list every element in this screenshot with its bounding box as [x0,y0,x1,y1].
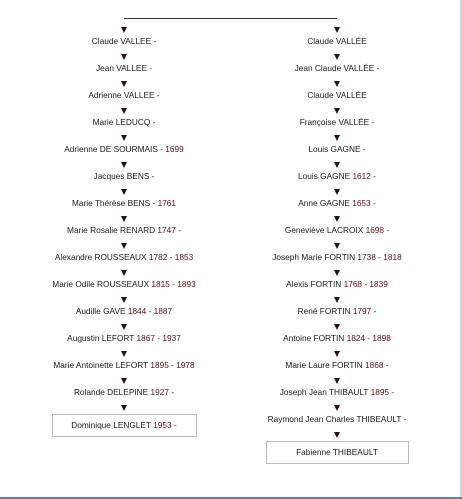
separator: - [374,63,380,73]
down-arrow-icon [121,54,127,60]
down-arrow-icon [121,351,127,357]
right-person-link[interactable] [307,36,366,47]
right-person-link[interactable] [280,387,394,398]
person-name: Françoise VALLÉE [299,117,370,127]
person-name: Jacques BENS [93,171,150,181]
person-name: Alexandre ROUSSEAUX [54,252,147,262]
left-person-link[interactable] [92,36,156,47]
right-generation [232,79,442,106]
right-person-link[interactable] [298,198,376,209]
down-arrow-icon [121,189,127,195]
person-name: Marie Thérèse BENS [71,198,151,208]
person-dates: 1867 - 1937 [136,333,181,343]
person-name: Antoine FORTIN [283,333,345,343]
person-name: Marie Antoinette LEFORT [53,360,149,370]
left-person-link[interactable] [74,387,174,398]
down-arrow-icon [121,108,127,114]
person-dates: 1953 [153,420,172,430]
left-lineage-column [19,25,229,437]
right-generation [232,241,442,268]
left-person-link[interactable] [55,252,193,263]
down-arrow-icon [121,297,127,303]
separator: - [154,90,160,100]
person-dates: 1768 - 1839 [343,279,388,289]
separator-after: - [384,225,390,235]
down-arrow-icon [334,297,340,303]
person-dates: 1797 [352,306,372,316]
down-arrow-icon [334,243,340,249]
right-generation [232,295,442,322]
left-generation [19,25,229,52]
separator: - [146,63,153,73]
right-generation [232,187,442,214]
down-arrow-icon [121,216,127,222]
person-name: Joseph Marie FORTIN [272,252,356,262]
left-generation [19,295,229,322]
separator-after: - [383,360,389,370]
person-dates: 1895 [370,387,390,397]
separator: - [360,144,366,154]
right-generation [232,214,442,241]
right-descendant-box[interactable] [266,441,409,464]
separator: - [401,414,407,424]
right-descendant [232,430,442,464]
person-name: Fabienne THIBEAULT [296,447,378,457]
down-arrow-icon [121,162,127,168]
left-generation [19,241,229,268]
person-dates: 1699 [165,144,184,154]
separator: - [151,36,157,46]
person-name: Anne GAGNE [298,198,350,208]
down-arrow-icon [334,108,340,114]
left-generation [19,160,229,187]
down-arrow-icon [334,135,340,141]
person-name: Audille GAVE [75,306,126,316]
person-name: Joseph Jean THIBAULT [279,387,369,397]
person-dates: 1815 - 1893 [151,279,196,289]
left-generation [19,187,229,214]
right-generation [232,322,442,349]
right-person-link[interactable] [298,306,377,317]
person-dates: 1782 - 1853 [148,252,194,262]
person-dates: 1612 [352,171,371,181]
right-person-link[interactable] [268,414,407,425]
person-name: Louis GAGNE [298,171,351,181]
person-name: Marie Laure FORTIN [285,360,363,370]
down-arrow-icon [121,324,127,330]
left-generation [19,376,229,403]
left-person-link[interactable] [94,171,155,182]
person-dates: 1895 - 1978 [150,360,195,370]
person-name: Augustin LEFORT [67,333,135,343]
separator: - [149,171,155,181]
down-arrow-icon [334,324,340,330]
person-name: Claude VALLÉE [307,90,367,100]
left-person-link[interactable] [53,360,194,371]
person-name: Rolande DELEPINE [73,387,149,397]
person-dates: 1698 [365,225,385,235]
person-name: Marie LEDUCQ [92,117,151,127]
right-person-link[interactable] [295,63,380,74]
person-dates: 1738 - 1818 [357,252,402,262]
person-name: Adrienne DE SOURMAIS [64,144,158,154]
person-name: Raymond Jean Charles THIBEAULT [267,414,402,424]
person-name: René FORTIN [297,306,351,316]
right-generation [232,52,442,79]
left-person-link[interactable] [88,90,159,101]
right-person-link[interactable] [308,144,365,155]
person-dates: 1761 [157,198,177,208]
separator: - [369,117,375,127]
down-arrow-icon [121,243,127,249]
right-generation [232,376,442,403]
right-person-link[interactable] [300,117,375,128]
person-name: Alexis FORTIN [286,279,342,289]
left-descendant-box[interactable] [52,414,197,437]
separator-after: - [370,198,376,208]
person-dates: 1927 [150,387,169,397]
right-person-link[interactable] [283,333,391,344]
lineage-connector-line [124,18,337,19]
left-generation [19,349,229,376]
down-arrow-icon [121,405,127,411]
right-generation [232,403,442,430]
left-person-link[interactable] [96,63,152,74]
down-arrow-icon [121,270,127,276]
down-arrow-icon [334,27,340,33]
person-name: Jean Claude VALLÉE [294,63,375,73]
person-name: Adrienne VALLEE [88,90,155,100]
down-arrow-icon [334,270,340,276]
down-arrow-icon [334,216,340,222]
separator-after: - [168,387,175,397]
right-generation [232,160,442,187]
right-lineage-column [232,25,442,464]
left-person-link[interactable] [52,279,195,290]
right-person-link[interactable] [286,279,388,290]
right-generation [232,133,442,160]
right-generation [232,106,442,133]
left-generation [19,322,229,349]
right-person-link[interactable] [285,360,388,371]
separator-after: - [171,420,177,430]
left-person-link[interactable] [67,225,181,236]
person-name: Marie Odile ROUSSEAUX [52,279,150,289]
left-generation [19,268,229,295]
right-generation [232,25,442,52]
down-arrow-icon [334,405,340,411]
right-person-link[interactable] [298,171,376,182]
left-descendant [19,403,229,437]
separator-after: - [370,171,376,181]
down-arrow-icon [334,432,340,438]
person-name: Louis GAGNE [308,144,361,154]
right-generation [232,349,442,376]
separator-after: - [371,306,377,316]
left-person-link[interactable] [93,117,156,128]
down-arrow-icon [121,27,127,33]
down-arrow-icon [121,378,127,384]
left-generation [19,52,229,79]
separator: - [150,117,156,127]
left-person-link[interactable] [72,198,176,209]
left-person-link[interactable] [64,144,183,155]
person-name: Geneviève LACROIX [284,225,364,235]
left-generation [19,79,229,106]
person-dates: 1868 [365,360,384,370]
right-person-link[interactable] [307,90,366,101]
person-dates: 1747 [157,225,176,235]
left-person-link[interactable] [76,306,172,317]
person-name: Claude VALLÉE [307,36,367,46]
separator: - [157,144,166,154]
left-generation [19,106,229,133]
person-name: Jean VALLEE [95,63,147,73]
right-generation [232,268,442,295]
right-person-link[interactable] [285,225,389,236]
person-dates: 1653 [352,198,371,208]
down-arrow-icon [121,135,127,141]
down-arrow-icon [334,351,340,357]
down-arrow-icon [334,81,340,87]
person-dates: 1824 - 1898 [346,333,391,343]
left-person-link[interactable] [67,333,181,344]
person-name: Marie Rosalie RENARD [67,225,156,235]
down-arrow-icon [334,162,340,168]
down-arrow-icon [121,81,127,87]
separator-after: - [175,225,181,235]
person-name: Dominique LENGLET [71,420,151,430]
separator: - [150,198,158,208]
separator-after: - [389,387,395,397]
down-arrow-icon [334,378,340,384]
left-generation [19,214,229,241]
down-arrow-icon [334,189,340,195]
person-dates: 1844 - 1887 [127,306,173,316]
down-arrow-icon [334,54,340,60]
right-person-link[interactable] [272,252,401,263]
left-generation [19,133,229,160]
person-name: Claude VALLEE [91,36,152,46]
